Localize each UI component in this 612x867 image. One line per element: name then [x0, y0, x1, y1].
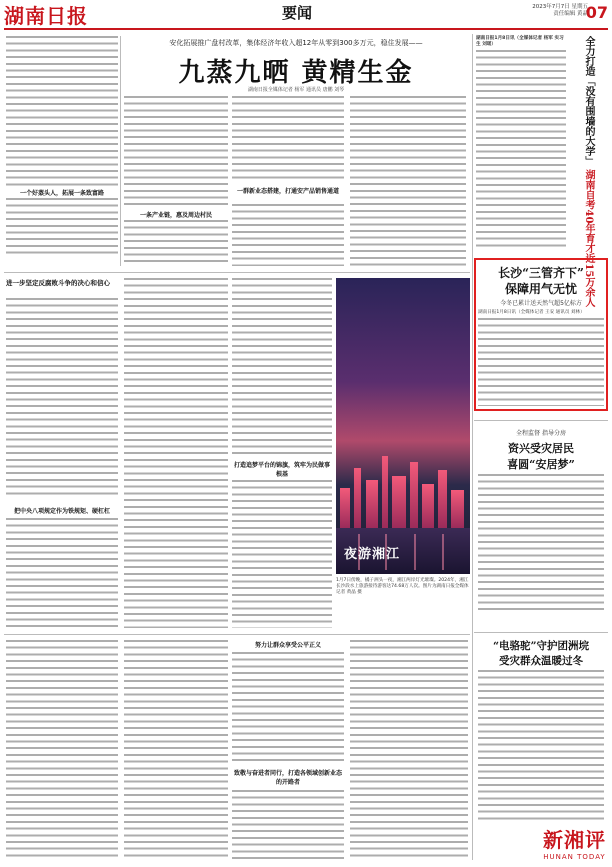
lead-headline: 九蒸九晒 黄精生金 [178, 58, 414, 88]
article-text-block [124, 278, 228, 628]
news-photo [336, 278, 470, 574]
article-text-block [232, 96, 344, 182]
subhead-2: 一条产业链，惠及周边村民 [139, 212, 212, 219]
article-text-block [478, 670, 604, 820]
third-headline-line1: 资兴受灾居民 [508, 442, 574, 455]
editor-line: 责任编辑 黄晶 [553, 11, 588, 17]
section-rule [4, 272, 470, 273]
stamp-mark: 新湘评 [543, 828, 606, 852]
second-headline: 进一步坚定反腐败斗争的决心和信心 [6, 279, 110, 287]
article-text-block [232, 652, 344, 764]
article-text-block [124, 96, 228, 208]
article-text-block [6, 36, 118, 186]
subhead-4: 把中央八项规定作为铁规矩、硬杠杠 [13, 508, 110, 515]
article-text-block [350, 96, 466, 266]
article-text-block [478, 474, 604, 614]
highlight-byline: 湖南日报1月8日讯（全媒体记者 王安 通讯员 刘林） [478, 310, 585, 315]
section-rule [474, 420, 608, 421]
issue-date: 2023年7月7日 星期五 [532, 4, 588, 10]
article-text-block [232, 278, 332, 454]
subhead-3: 一群新业态搭建，打通安产品销售通道 [236, 188, 339, 195]
highlight-headline-line2: 保障用气无忧 [504, 282, 577, 296]
article-text-block [232, 480, 332, 628]
third-eyebrow: 全程监督 指导分房 [516, 430, 566, 437]
article-text-block [350, 640, 468, 860]
section-title: 要闻 [282, 4, 313, 22]
fourth-headline-line2: 受灾群众温暖过冬 [499, 655, 583, 667]
right-feature-title-line: 全力打造「没有围墙的大学」 [583, 36, 594, 166]
masthead [4, 2, 88, 26]
article-text-block [232, 790, 344, 860]
photo-caption: 1月7日傍晚，橘子洲头一夜，湘江两岸灯光璀璨。2024年，湘江长沙段水上旅游接待游客达74.68万人次。图片为湖南日报全媒体记者 黄晶 摄 [336, 578, 469, 595]
subhead-6: 努力让群众享受公平正义 [254, 642, 321, 649]
subhead-7: 致敬与奋进者同行，打造各领域创新业态的开路者 [233, 770, 342, 786]
highlight-subhead: 今冬已累计送天然气超5亿标方 [500, 300, 582, 307]
subhead-1: 一个好蒸头人，拓展一条致富路 [19, 190, 104, 197]
newspaper-logo: 湖南日报 [4, 3, 88, 28]
article-text-block [6, 518, 118, 628]
third-headline-line2: 喜圆“安居梦” [507, 458, 575, 471]
article-text-block [232, 204, 344, 266]
article-text-block [6, 198, 118, 258]
lead-kicker: 安化拓展推广盘村改革，集体经济年收入超12年从零到300多万元，稳住发展—— [169, 39, 423, 47]
section-rule [4, 634, 470, 635]
column-divider [472, 34, 473, 860]
footer-stamp [543, 824, 606, 861]
article-text-block [476, 50, 566, 250]
article-text-block [124, 640, 228, 860]
article-text-block [6, 298, 118, 498]
subhead-5: 打造追梦平台的锦旗，筑牢为民做事根基 [233, 462, 330, 478]
highlight-headline-line1: 长沙“三管齐下” [498, 266, 584, 280]
fourth-headline-line1: “电骆驼”守护团洲垸 [492, 640, 590, 652]
lead-byline: 湖南日报全媒体记者 杨军 通讯员 唐鹏 刘琴 [247, 87, 345, 93]
date-block [532, 4, 588, 18]
right-feature-title-highlight: 湖南自考40年育才近15万余人 [583, 169, 594, 308]
stamp-latin: HUNAN TODAY [543, 853, 606, 861]
column-divider [120, 36, 121, 266]
article-text-block [6, 640, 118, 860]
header-rule [4, 28, 608, 30]
article-text-block [124, 220, 228, 266]
photo-title: 夜游湘江 [344, 547, 401, 562]
article-text-block [478, 318, 604, 406]
right-byline: 湖南日报1月8日讯（全媒体记者 杨军 实习生 刘瑶） [476, 36, 564, 47]
section-rule [474, 632, 608, 633]
page-number: 07 [585, 3, 608, 22]
